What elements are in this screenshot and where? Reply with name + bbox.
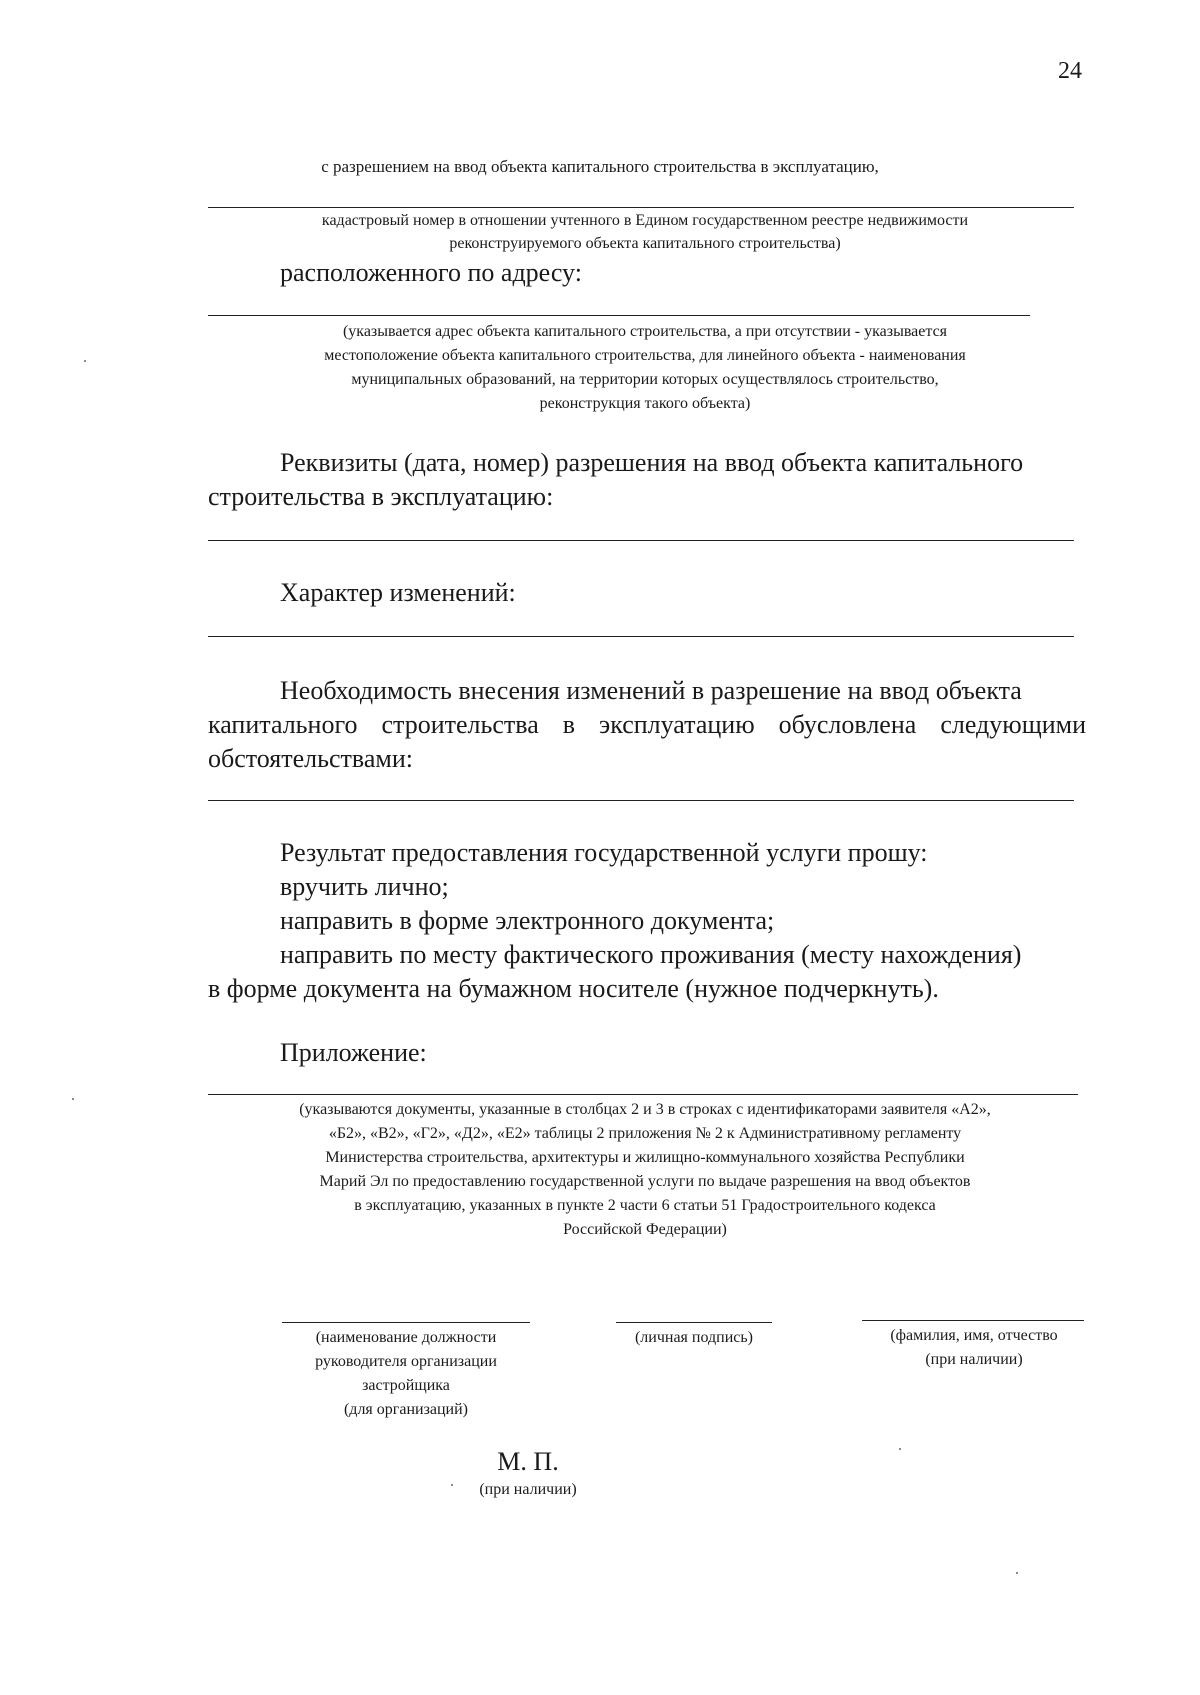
address-note-line3: муниципальных образований, на территории которых осуществлялось строительство, xyxy=(351,371,939,388)
cadastral-fill-line xyxy=(208,207,1074,208)
changes-label: Характер изменений: xyxy=(280,578,516,607)
signature-line xyxy=(616,1322,772,1323)
position-caption-line4: (для организаций) xyxy=(343,1401,469,1418)
name-sign-line xyxy=(862,1320,1084,1321)
address-label: расположенного по адресу: xyxy=(280,258,582,287)
changes-fill-line xyxy=(208,636,1074,637)
result-line3: направить в форме электронного документа; xyxy=(280,906,775,935)
result-line4: направить по месту фактического проживания (месту нахождения) xyxy=(280,940,1022,969)
result-line1: Результат предоставления государственной услуги прошу: xyxy=(280,838,928,867)
cadastral-note-line2: реконструируемого объекта капитального строительства) xyxy=(449,235,841,252)
result-line2: вручить лично; xyxy=(280,872,449,901)
address-note-line4: реконструкция такого объекта) xyxy=(539,395,751,412)
appendix-note-line6: Российской Федерации) xyxy=(563,1221,727,1238)
scan-speck xyxy=(84,360,86,362)
necessity-fill-line xyxy=(208,800,1074,801)
scan-speck xyxy=(451,1484,453,1486)
page-number: 24 xyxy=(1058,58,1082,84)
address-note-line1: (указывается адрес объекта капитального строительства, а при отсутствии - указывается xyxy=(342,323,948,340)
permit-fill-line xyxy=(208,540,1074,541)
cadastral-top-line: с разрешением на ввод объекта капитального строительства в эксплуатацию, xyxy=(321,157,879,176)
appendix-note-line1: (указываются документы, указанные в столбцах 2 и 3 в строках с идентификаторами заявителя «А2», xyxy=(299,1101,991,1118)
seal-label: М. П. xyxy=(497,1447,559,1476)
appendix-note-line5: в эксплуатацию, указанных в пункте 2 части 6 статьи 51 Градостроительного кодекса xyxy=(354,1197,936,1214)
signature-caption: (личная подпись) xyxy=(634,1329,754,1346)
necessity-line1: Необходимость внесения изменений в разрешение на ввод объекта xyxy=(280,676,1022,705)
permit-line2: строительства в эксплуатацию: xyxy=(208,482,554,511)
position-caption-line3: застройщика xyxy=(362,1377,450,1394)
position-sign-line xyxy=(282,1322,530,1323)
appendix-fill-line xyxy=(208,1094,1078,1095)
result-line5: в форме документа на бумажном носителе (нужное подчеркнуть). xyxy=(208,974,939,1003)
seal-note: (при наличии) xyxy=(479,1481,577,1498)
appendix-label: Приложение: xyxy=(280,1038,427,1067)
address-fill-line xyxy=(208,315,1030,316)
appendix-note-line4: Марий Эл по предоставлению государственной услуги по выдаче разрешения на ввод объектов xyxy=(319,1173,971,1190)
address-note-line2: местоположение объекта капитального строительства, для линейного объекта - наименования xyxy=(324,347,966,364)
scan-speck xyxy=(899,1448,901,1450)
scan-speck xyxy=(72,1098,74,1100)
name-caption-line2: (при наличии) xyxy=(925,1351,1023,1368)
position-caption-line1: (наименование должности xyxy=(315,1329,497,1346)
necessity-line2: капитального строительства в эксплуатацию обусловлена следующими xyxy=(208,710,1086,739)
necessity-line3: обстоятельствами: xyxy=(208,744,413,773)
scan-speck xyxy=(1016,1572,1018,1574)
name-caption-line1: (фамилия, имя, отчество xyxy=(890,1327,1058,1344)
appendix-note-line3: Министерства строительства, архитектуры и жилищно-коммунального хозяйства Республики xyxy=(325,1149,965,1166)
position-caption-line2: руководителя организации xyxy=(315,1353,497,1370)
appendix-note-line2: «Б2», «В2», «Г2», «Д2», «Е2» таблицы 2 приложения № 2 к Административному регламенту xyxy=(328,1125,962,1142)
permit-line1: Реквизиты (дата, номер) разрешения на ввод объекта капитального xyxy=(280,448,1024,477)
cadastral-note-line1: кадастровый номер в отношении учтенного в Едином государственном реестре недвижимости xyxy=(321,212,969,229)
